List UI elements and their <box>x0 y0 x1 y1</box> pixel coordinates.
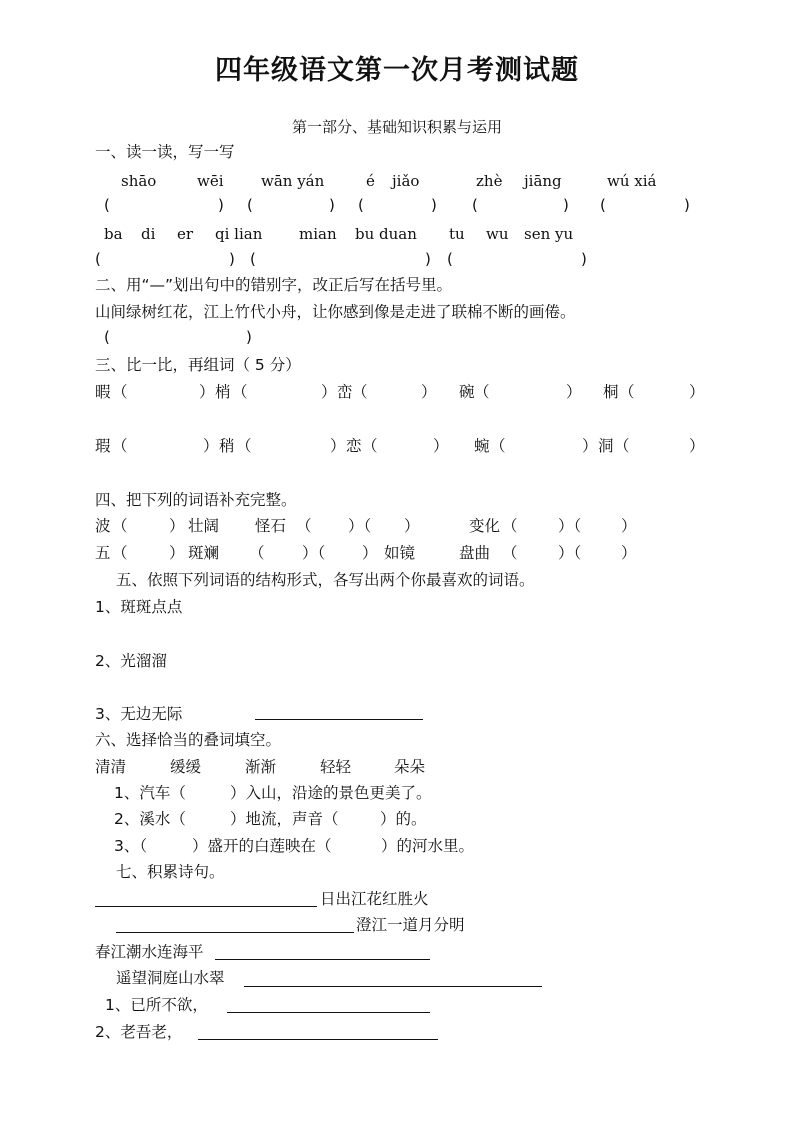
poem-line: 春江潮水连海平 <box>95 943 204 961</box>
char: 恋 <box>346 437 362 455</box>
pinyin: shāo <box>121 172 157 190</box>
pinyin: é <box>366 172 375 190</box>
pinyin: er <box>177 225 194 243</box>
char: 桐 <box>603 383 619 401</box>
poem-line: 澄江一道月分明 <box>356 916 465 934</box>
pinyin: wān yán <box>261 172 325 190</box>
pinyin: qi lian <box>215 225 263 243</box>
pinyin: mian <box>299 225 337 243</box>
q6-heading: 六、选择恰当的叠词填空。 <box>95 731 282 749</box>
char: 瑕 <box>95 437 111 455</box>
answer-line[interactable] <box>227 1012 430 1013</box>
q4-heading: 四、把下列的词语补充完整。 <box>95 491 297 509</box>
q5-item-3: 3、无边无际 <box>95 705 183 723</box>
q3-heading: 三、比一比，再组词（ 5 分） <box>95 356 301 374</box>
poem-line: 遥望洞庭山水翠 <box>116 969 225 987</box>
pinyin: ba <box>104 225 123 243</box>
char: 梢 <box>215 383 231 401</box>
answer-line[interactable] <box>255 719 423 720</box>
answer-line[interactable] <box>95 906 317 907</box>
char: 峦 <box>337 383 353 401</box>
char: 碗 <box>459 383 475 401</box>
quote-line: 2、老吾老， <box>95 1023 183 1041</box>
pinyin: sen yu <box>524 225 574 243</box>
q5-item-1: 1、斑斑点点 <box>95 598 183 616</box>
q5-heading: 五、依照下列词语的结构形式，各写出两个你最喜欢的词语。 <box>116 571 535 589</box>
pinyin: zhè <box>476 172 503 190</box>
answer-line[interactable] <box>244 986 542 987</box>
answer-line[interactable] <box>215 959 430 960</box>
q2-sentence: 山间绿树红花，江上竹代小舟，让你感到像是走进了联棉不断的画倦。 <box>95 303 576 321</box>
q7-heading: 七、积累诗句。 <box>116 863 225 881</box>
quote-line: 1、已所不欲， <box>105 996 208 1014</box>
answer-line[interactable] <box>198 1039 438 1040</box>
q2-heading: 二、用“—”划出句中的错别字，改正后写在括号里。 <box>95 276 453 294</box>
q1-heading: 一、读一读，写一写 <box>95 143 235 161</box>
part-heading: 第一部分、基础知识积累与运用 <box>291 118 502 136</box>
poem-line: 日出江花红胜火 <box>320 890 429 908</box>
pinyin: wú xiá <box>607 172 657 190</box>
pinyin: bu duan <box>355 225 417 243</box>
pinyin: wēi <box>197 172 224 190</box>
char: 洞 <box>598 437 614 455</box>
pinyin: tu <box>449 225 465 243</box>
char: 蜿 <box>474 437 490 455</box>
page-title: 四年级语文第一次月考测试题 <box>215 55 579 86</box>
pinyin: wu <box>486 225 509 243</box>
char: 暇 <box>95 383 111 401</box>
char: 稍 <box>219 437 235 455</box>
pinyin: jiǎo <box>392 172 420 190</box>
answer-line[interactable] <box>116 932 354 933</box>
pinyin: di <box>141 225 156 243</box>
pinyin: jiāng <box>524 172 562 190</box>
q5-item-2: 2、光溜溜 <box>95 652 167 670</box>
